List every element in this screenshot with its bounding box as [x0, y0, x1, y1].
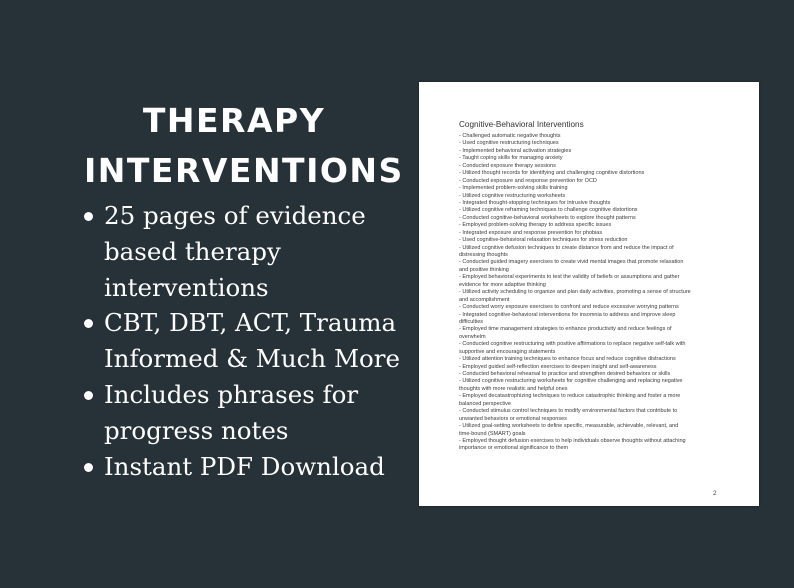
document-line: - Conducted worry exposure exercises to confront and reduce excessive worrying patterns — [459, 304, 679, 311]
document-line: - Used cognitive restructuring techniques — [459, 140, 559, 147]
feature-item — [82, 198, 412, 305]
document-line: overwhelm — [459, 333, 486, 340]
feature-line: progress notes — [104, 415, 289, 445]
document-line: - Employed behavioral experiments to test the validity of beliefs or assumptions and gather — [459, 274, 680, 281]
feature-item — [82, 305, 412, 377]
promo-title-line: THERAPY — [142, 101, 326, 140]
promo-title-line: INTERVENTIONS — [84, 151, 404, 190]
document-line: - Employed thought defusion exercises to help individuals observe thoughts without attaching — [459, 437, 686, 444]
document-line: - Utilized goal-setting worksheets to define specific, measurable, achievable, relevant, and — [459, 423, 679, 430]
document-line: - Utilized thought records for identifying and challenging cognitive distortions — [459, 170, 645, 177]
document-line: - Conducted exposure and response prevention for OCD — [459, 177, 597, 184]
feature-line: based therapy — [104, 236, 281, 266]
feature-line: interventions — [104, 272, 269, 302]
document-body — [459, 133, 721, 453]
feature-line: Informed & Much More — [104, 344, 400, 374]
document-heading: Cognitive-Behavioral Interventions — [459, 120, 584, 129]
page-number: 2 — [713, 490, 717, 497]
feature-item — [82, 377, 412, 449]
feature-line: CBT, DBT, ACT, Trauma — [104, 308, 397, 338]
document-line: time-bound (SMART) goals — [459, 430, 526, 437]
document-line: thoughts with more realistic and helpful ones — [459, 385, 568, 392]
document-line: balanced perspective — [459, 400, 511, 407]
document-line: - Challenged automatic negative thoughts — [459, 133, 561, 139]
document-line: - Employed time management strategies to enhance productivity and reduce feelings of — [459, 326, 672, 333]
document-line: and positive thinking — [459, 266, 509, 273]
document-line: and accomplishment — [459, 296, 510, 303]
feature-item — [82, 449, 412, 485]
document-line: importance or emotional significance to them — [459, 445, 569, 452]
document-line: - Integrated thought-stopping techniques for intrusive thoughts — [459, 199, 611, 206]
document-line: - Utilized cognitive restructuring worksheets — [459, 192, 566, 199]
document-line: - Conducted stimulus control techniques to modify environmental factors that contribute to — [459, 408, 678, 415]
document-line: - Conducted cognitive restructuring with positive affirmations to replace negative self-talk with — [459, 341, 686, 348]
document-line: - Utilized attention training techniques to enhance focus and reduce cognitive distractions — [459, 356, 676, 363]
promo-title — [84, 96, 404, 196]
document-line: - Taught coping skills for managing anxiety — [459, 155, 563, 162]
feature-line: Instant PDF Download — [104, 451, 385, 481]
document-line: - Integrated exposure and response prevention for phobias — [459, 229, 603, 236]
document-line: unwanted behaviors or emotional responses — [459, 415, 567, 422]
feature-list — [82, 198, 412, 484]
document-line: - Utilized cognitive restructuring worksheets for cognitive challenging and replacing negative — [459, 378, 683, 385]
document-line: - Utilized cognitive reframing techniques to challenge cognitive distortions — [459, 207, 638, 214]
document-line: - Employed guided self-reflection exercises to deepen insight and self-awareness — [459, 363, 657, 370]
bullet-icon — [84, 391, 93, 400]
document-line: distressing thoughts — [459, 252, 508, 258]
document-line: - Utilized activity scheduling to organize and plan daily activities, promoting a sense of structure — [459, 289, 691, 296]
document-line: - Conducted guided imagery exercises to create vivid mental images that promote relaxation — [459, 259, 684, 266]
document-line: - Implemented problem-solving skills training — [459, 185, 568, 192]
document-line: supportive and encouraging statements — [459, 348, 556, 355]
document-line: difficulties — [459, 318, 484, 325]
document-line: - Integrated cognitive-behavioral interventions for insomnia to address and improve sleep — [459, 311, 676, 318]
bullet-icon — [84, 212, 93, 221]
document-line: - Conducted behavioral rehearsal to practice and strengthen desired behaviors or skills — [459, 371, 671, 377]
feature-line: 25 pages of evidence — [104, 201, 366, 230]
document-line: - Utilized cognitive defusion techniques to create distance from and reduce the impact of — [459, 244, 674, 251]
document-line: - Conducted exposure therapy sessions — [459, 162, 556, 169]
document-line: evidence for more adaptive thinking — [459, 281, 546, 288]
document-line: - Employed decatastrophizing techniques to reduce catastrophic thinking and foster a more — [459, 393, 681, 400]
document-line: - Implemented behavioral activation strategies — [459, 147, 572, 154]
document-page-preview — [419, 82, 759, 506]
document-line: - Used cognitive-behavioral relaxation techniques for stress reduction — [459, 237, 628, 244]
bullet-icon — [84, 463, 93, 472]
bullet-icon — [84, 319, 93, 328]
document-line: - Conducted cognitive-behavioral worksheets to explore thought patterns — [459, 214, 636, 221]
feature-line: Includes phrases for — [104, 379, 359, 409]
document-line: - Employed problem-solving therapy to address specific issues — [459, 222, 612, 229]
